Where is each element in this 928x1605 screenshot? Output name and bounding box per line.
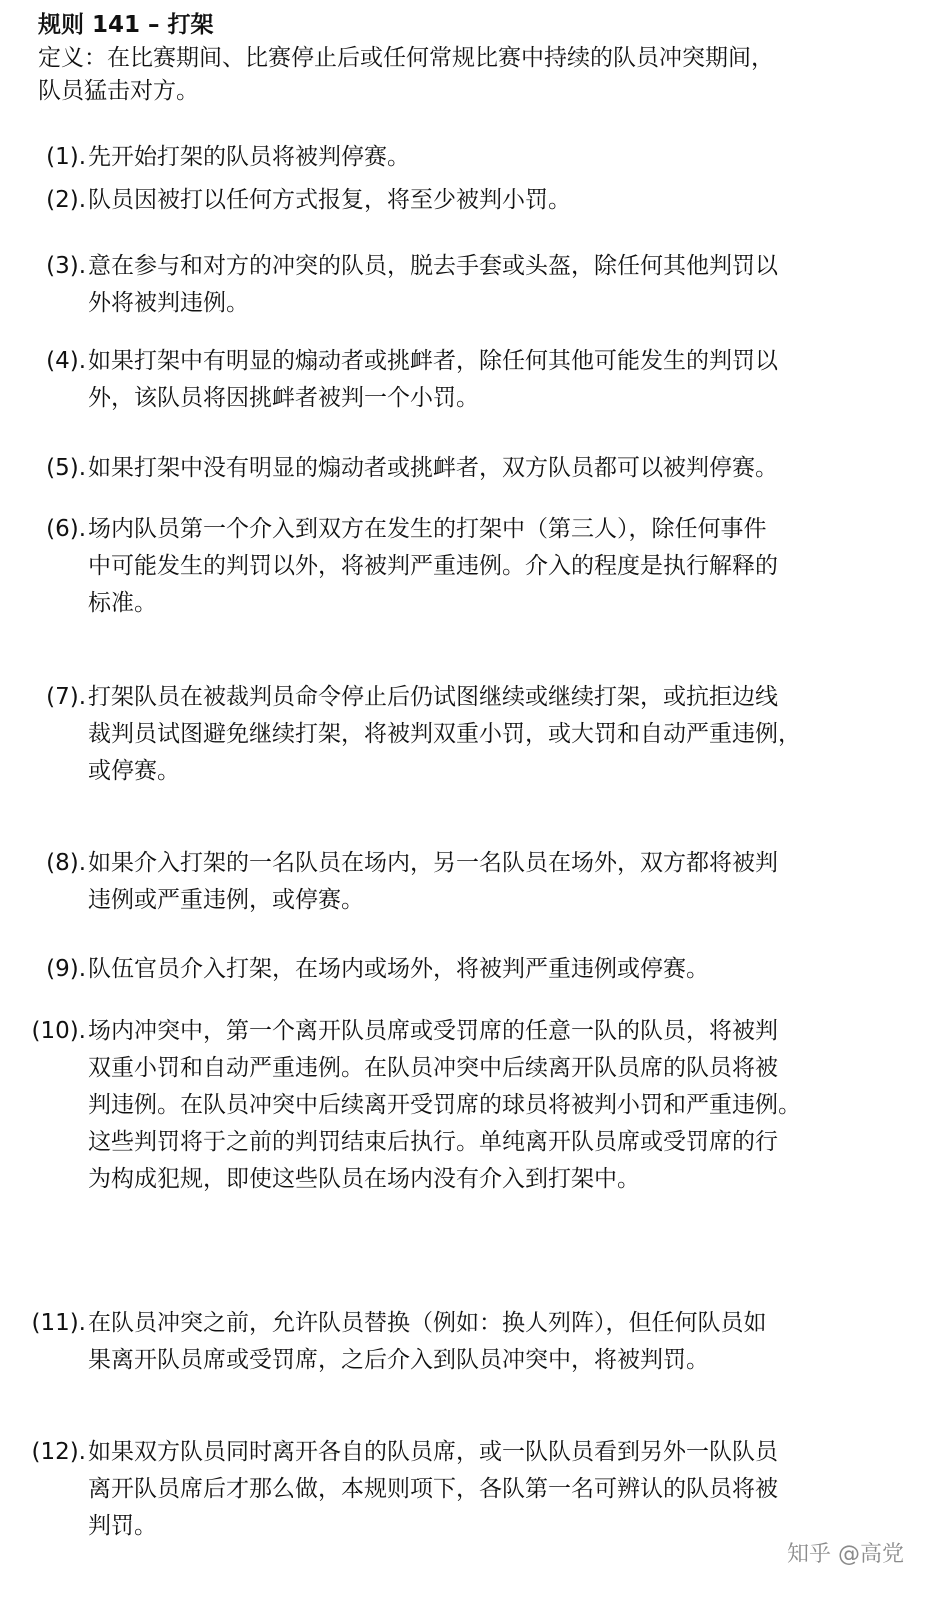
rule-line: 裁判员试图避免继续打架，将被判双重小罚，或大罚和自动严重违例，: [88, 721, 801, 747]
rule-number: (12).: [31, 1439, 86, 1465]
rule-line: 队伍官员介入打架，在场内或场外，将被判严重违例或停赛。: [88, 956, 709, 982]
rule-line: 违例或严重违例，或停赛。: [88, 887, 364, 913]
rule-number: (7).: [46, 684, 86, 710]
rule-line: 队员因被打以任何方式报复，将至少被判小罚。: [88, 187, 571, 213]
rule-title: 规则 141 – 打架: [38, 12, 214, 38]
rule-line: 或停赛。: [88, 758, 180, 784]
rule-number: (11).: [31, 1310, 86, 1336]
rule-number: (5).: [46, 455, 86, 481]
rule-line: 意在参与和对方的冲突的队员，脱去手套或头盔，除任何其他判罚以: [88, 253, 778, 279]
rule-line: 如果打架中没有明显的煽动者或挑衅者，双方队员都可以被判停赛。: [88, 455, 778, 481]
rule-number: (10).: [31, 1018, 86, 1044]
rule-line: 在队员冲突之前，允许队员替换（例如：换人列阵），但任何队员如: [88, 1310, 767, 1336]
rule-number: (1).: [46, 144, 86, 170]
rule-line: 为构成犯规，即使这些队员在场内没有介入到打架中。: [88, 1166, 640, 1192]
rule-line: 离开队员席后才那么做，本规则项下，各队第一名可辨认的队员将被: [88, 1476, 778, 1502]
rule-line: 判罚。: [88, 1513, 157, 1539]
rule-number: (8).: [46, 850, 86, 876]
rule-line: 如果介入打架的一名队员在场内，另一名队员在场外，双方都将被判: [88, 850, 778, 876]
rule-line: 场内队员第一个介入到双方在发生的打架中（第三人），除任何事件: [88, 516, 767, 542]
rule-line: 如果打架中有明显的煽动者或挑衅者，除任何其他可能发生的判罚以: [88, 348, 778, 374]
watermark: 知乎 @高党: [787, 1542, 904, 1567]
rule-line: 外，该队员将因挑衅者被判一个小罚。: [88, 385, 479, 411]
rule-line: 打架队员在被裁判员命令停止后仍试图继续或继续打架，或抗拒边线: [88, 684, 778, 710]
rule-line: 中可能发生的判罚以外，将被判严重违例。介入的程度是执行解释的: [88, 553, 778, 579]
rule-line: 外将被判违例。: [88, 290, 249, 316]
definition: [38, 42, 774, 108]
rule-number: (6).: [46, 516, 86, 542]
rule-line: 双重小罚和自动严重违例。在队员冲突中后续离开队员席的队员将被: [88, 1055, 778, 1081]
rule-line: 判违例。在队员冲突中后续离开受罚席的球员将被判小罚和严重违例。: [88, 1092, 801, 1118]
rule-line: 果离开队员席或受罚席，之后介入到队员冲突中，将被判罚。: [88, 1347, 709, 1373]
rule-line: 如果双方队员同时离开各自的队员席，或一队队员看到另外一队队员: [88, 1439, 778, 1465]
rule-line: 标准。: [88, 590, 157, 616]
rule-line: 场内冲突中，第一个离开队员席或受罚席的任意一队的队员，将被判: [88, 1018, 778, 1044]
rule-line: 这些判罚将于之前的判罚结束后执行。单纯离开队员席或受罚席的行: [88, 1129, 778, 1155]
rule-line: 先开始打架的队员将被判停赛。: [88, 144, 410, 170]
rule-number: (3).: [46, 253, 86, 279]
rule-number: (4).: [46, 348, 86, 374]
definition-line: 定义：在比赛期间、比赛停止后或任何常规比赛中持续的队员冲突期间，: [38, 45, 774, 71]
definition-line: 队员猛击对方。: [38, 78, 199, 104]
rule-number: (2).: [46, 187, 86, 213]
rule-number: (9).: [46, 956, 86, 982]
